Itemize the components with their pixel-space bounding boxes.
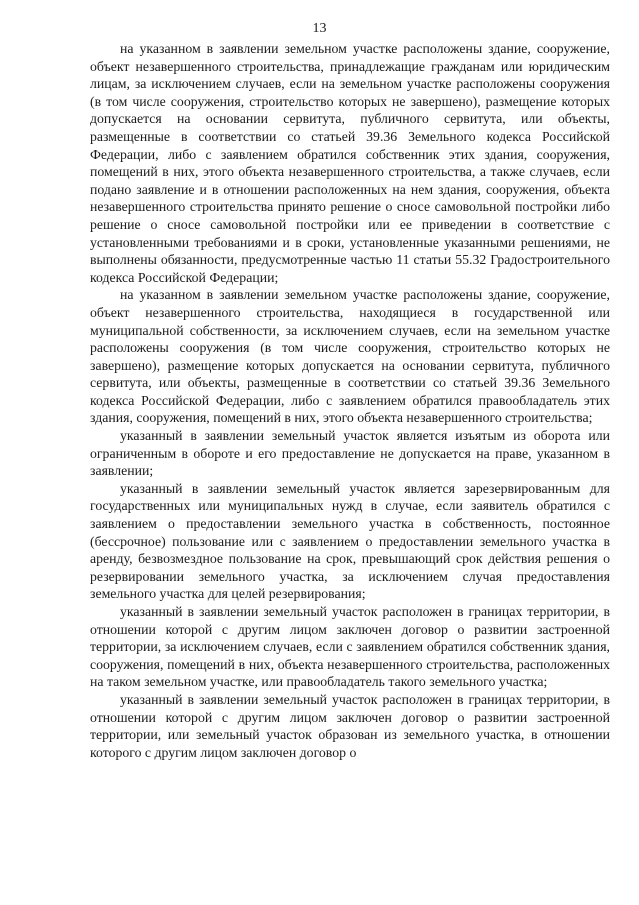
document-body: [90, 40, 610, 761]
paragraph-plot-reserved: указанный в заявлении земельный участок является зарезервированным для государственных или муниципальных нужд в случае, если заявитель обратился с заявлением о предоставлении земельного участка в собственность, постоянное (бессрочное) пользование или с заявлением о предоставлении земельного участка в аренду, безвозмездное пользование на срок, превышающий срок действия решения о резервировании земельного участка, за исключением случая предоставления земельного участка для целей резервирования;: [90, 480, 610, 602]
paragraph-building-on-plot-private: на указанном в заявлении земельном участке расположены здание, сооружение, объект незавершенного строительства, принадлежащие гражданам или юридическим лицам, за исключением случаев, если на земельном участке расположены сооружения (в том числе сооружения, строительство которых не завершено), размещение которых допускается на основании сервитута, публичного сервитута, или объекты, размещенные в соответствии со статьей 39.36 Земельного кодекса Российской Федерации, либо с заявлением обратился собственник этих здания, сооружения, помещений в них, этого объекта незавершенного строительства, а также случаев, если подано заявление и в отношении расположенных на нем здания, сооружения, объекта незавершенного строительства принято решение о сносе самовольной постройки либо решение о сносе самовольной постройки или ее приведении в соответствие с установленными требованиями и в сроки, установленные указанными решениями, не выполнены обязанности, предусмотренные частью 11 статьи 55.32 Градостроительного кодекса Российской Федерации;: [90, 41, 610, 285]
paragraph-plot-formed-from-development-plot: указанный в заявлении земельный участок расположен в границах территории, в отношении которой с другим лицом заключен договор о развитии застроенной территории, или земельный участок образован из земельного участка, в отношении которого с другим лицом заключен договор о: [90, 691, 610, 760]
paragraph-building-on-plot-public: на указанном в заявлении земельном участке расположены здание, сооружение, объект незавершенного строительства, находящиеся в государственной или муниципальной собственности, за исключением случаев, если на земельном участке расположены сооружения (в том числе сооружения, строительство которых не завершено), размещение которых допускается на основании сервитута, публичного сервитута, или объекты, размещенные в соответствии со статьей 39.36 Земельного кодекса Российской Федерации, либо с заявлением обратился правообладатель этих здания, сооружения, помещений в них, этого объекта незавершенного строительства;: [90, 287, 610, 426]
page-number: 13: [312, 21, 327, 36]
paragraph-plot-withdrawn-from-circulation: указанный в заявлении земельный участок является изъятым из оборота или ограниченным в обороте и его предоставление не допускается на праве, указанном в заявлении;: [90, 428, 610, 479]
paragraph-plot-in-development-territory: указанный в заявлении земельный участок расположен в границах территории, в отношении которой с другим лицом заключен договор о развитии застроенной территории, за исключением случаев, если с заявлением обратился собственник здания, сооружения, помещений в них, объекта незавершенного строительства, расположенных на таком земельном участке, или правообладатель такого земельного участка;: [90, 604, 610, 690]
